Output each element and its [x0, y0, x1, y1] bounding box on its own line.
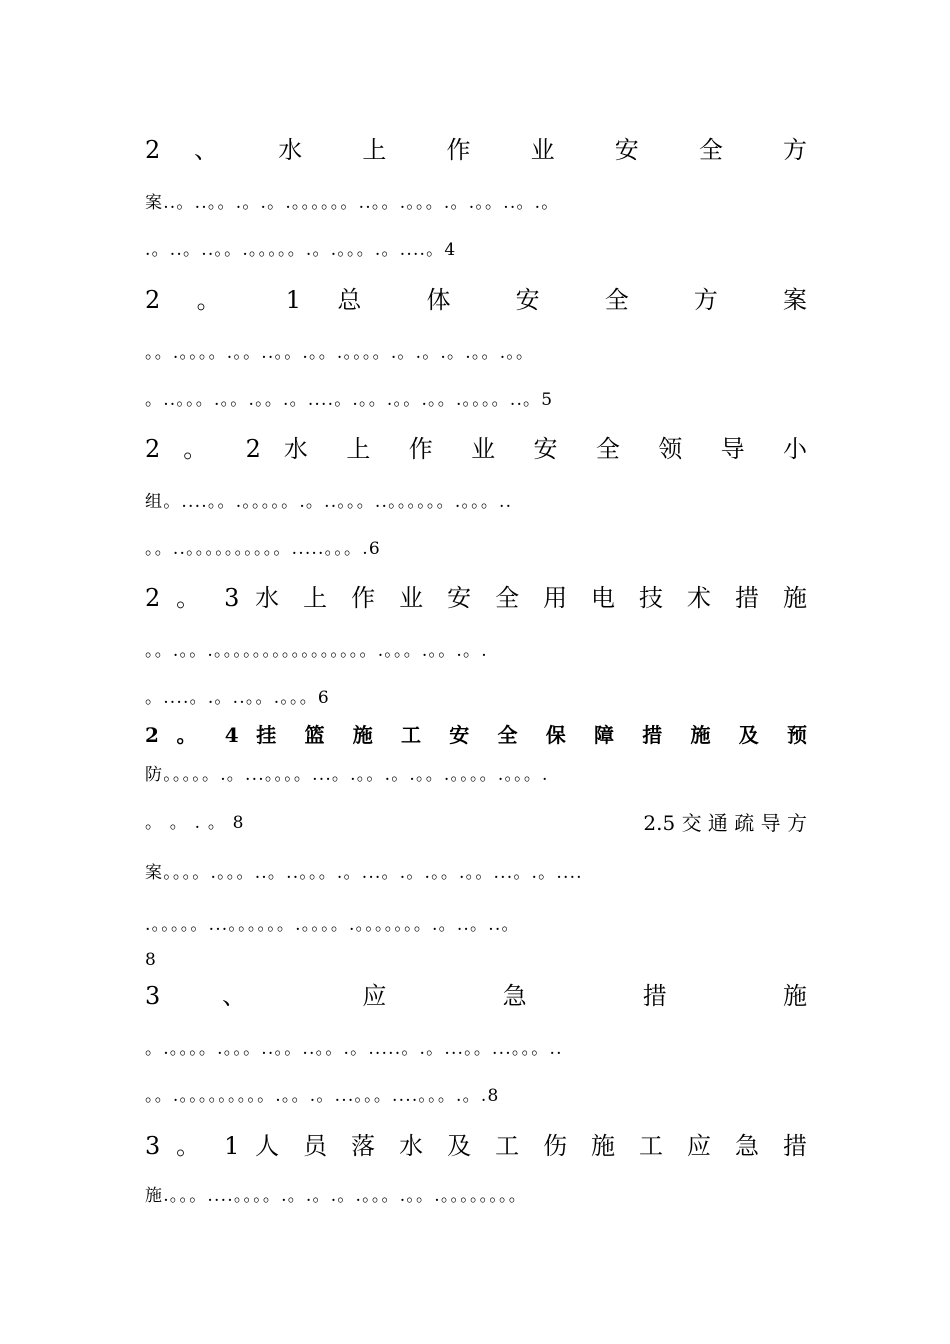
toc-leader-dots: 。..。。。.。。.。。.。....。.。。.。。.。。.。。。。..。5	[145, 390, 554, 410]
toc-leader-dots: 组。....。。.。。。。。.。..。。。..。。。。。。.。。。..	[145, 492, 513, 512]
toc-entry-2-3-title[interactable]: 2 。 3 水 上 作 业 安 全 用 电 技 术 措 施	[145, 584, 807, 612]
toc-leader-dots: 。.。。。。.。。。..。。..。。.。.....。.。...。。...。。。..	[145, 1039, 563, 1059]
toc-leader-dots: 。 。 . 。 8	[145, 813, 245, 833]
toc-leader-dots: 。....。.。..。。.。。。6	[145, 688, 330, 708]
toc-entry-2-5-title[interactable]: 2.5 交 通 疏 导 方	[643, 811, 807, 835]
toc-leader-dots: .。..。..。。.。。。。。.。.。。。.。....。4	[145, 240, 457, 260]
toc-leader-dots: 施.。。。....。。。。.。.。.。.。。。.。。.。。。。。。。。	[145, 1186, 527, 1206]
toc-leader-dots: 。。.。。。。.。。..。。.。。.。。。。.。.。.。.。。.。。	[145, 343, 535, 363]
toc-leader-dots: 。。.。。.。。。。。。。。。。。。。。。。.。。。.。。.。.	[145, 641, 488, 661]
toc-leader-dots: 案..。..。。.。.。.。。。。。。..。。.。。。.。.。。..。.。	[145, 193, 560, 213]
toc-entry-2-4-title[interactable]: 2 。 4 挂 篮 施 工 安 全 保 障 措 施 及 预	[145, 723, 807, 747]
toc-entry-3-1-title[interactable]: 3 。 1 人 员 落 水 及 工 伤 施 工 应 急 措	[145, 1132, 807, 1160]
toc-leader-dots: 。。..。。。。。。。。。。.....。。。.6	[145, 539, 381, 559]
toc-entry-3-title[interactable]: 3 、 应 急 措 施	[145, 982, 807, 1010]
toc-leader-dots: 。。.。。。。。。。。。.。。.。...。。。....。。。.。.8	[145, 1086, 500, 1106]
toc-leader-dots: 案。。。。.。。。..。..。。。.。...。.。.。。.。。...。.。....	[145, 863, 583, 883]
toc-page-number: 8	[145, 950, 158, 970]
toc-entry-2-title[interactable]: 2 、 水 上 作 业 安 全 方	[145, 136, 807, 164]
toc-entry-2-2-title[interactable]: 2 。 2 水 上 作 业 安 全 领 导 小	[145, 435, 807, 463]
toc-leader-dots: .。。。。。...。。。。。。.。。。。.。。。。。。。.。..。..。	[145, 915, 520, 935]
toc-entry-2-1-title[interactable]: 2 。 1 总 体 安 全 方 案	[145, 286, 807, 314]
toc-leader-dots: 防。。。。。.。...。。。。...。.。。.。.。。.。。。。.。。。.	[145, 765, 549, 785]
